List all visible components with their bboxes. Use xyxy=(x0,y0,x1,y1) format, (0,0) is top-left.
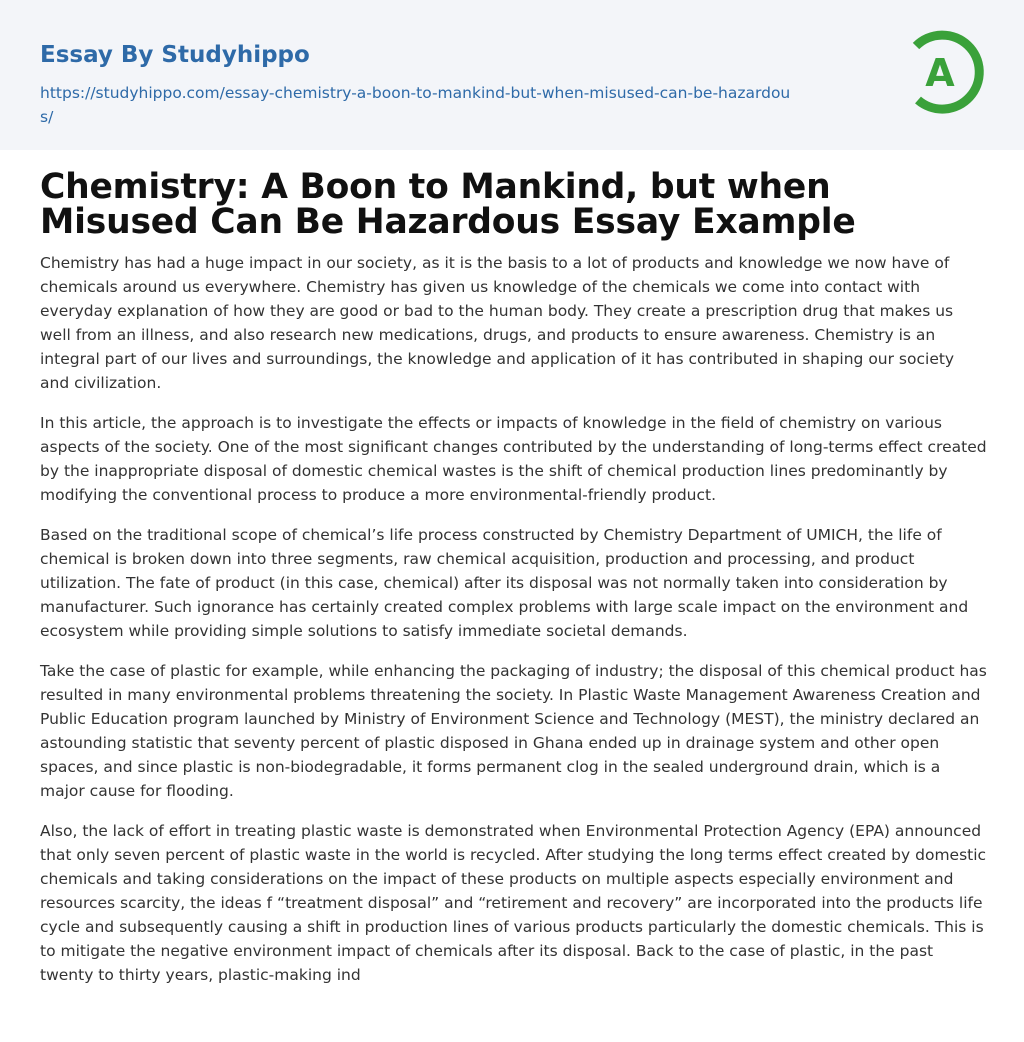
article-paragraph: In this article, the approach is to investigate the effects or impacts of knowledge in the field of chemistry on various aspects of the society. One of the most significant changes contributed by the understanding of long-terms effect created by the inappropriate disposal of domestic chemical wastes is the shift of chemical production lines predominantly by modifying the conventional process to produce a more environmental-friendly product. xyxy=(40,414,987,504)
article-body xyxy=(40,167,988,987)
article-paragraph: Take the case of plastic for example, while enhancing the packaging of industry; the disposal of this chemical product has resulted in many environmental problems threatening the society. In Plastic Waste Management Awareness Creation and Public Education program launched by Ministry of Environment Science and Technology (MEST), the ministry declared an astounding statistic that seventy percent of plastic disposed in Ghana ended up in drainage system and other open spaces, and since plastic is non-biodegradable, it forms permanent clog in the sealed underground drain, which is a major cause for flooding. xyxy=(40,662,987,800)
article-paragraph: Based on the traditional scope of chemical’s life process constructed by Chemistry Department of UMICH, the life of chemical is broken down into three segments, raw chemical acquisition, production and processing, and product utilization. The fate of product (in this case, chemical) after its disposal was not normally taken into consideration by manufacturer. Such ignorance has certainly created complex problems with large scale impact on the environment and ecosystem while providing simple solutions to satisfy immediate societal demands. xyxy=(40,526,969,640)
page-header xyxy=(0,0,1024,150)
studyhippo-logo-icon[interactable] xyxy=(896,26,988,118)
article-paragraph: Chemistry has had a huge impact in our society, as it is the basis to a lot of products and knowledge we now have of chemicals around us everywhere. Chemistry has given us knowledge of the chemicals we come into contact with everyday explanation of how they are good or bad to the human body. They create a prescription drug that makes us well from an illness, and also research new medications, drugs, and products to ensure awareness. Chemistry is an integral part of our lives and surroundings, the knowledge and application of it has contributed in shaping our society and civilization. xyxy=(40,254,955,392)
page-title: Chemistry: A Boon to Mankind, but when Misused Can Be Hazardous Essay Example xyxy=(40,167,856,242)
brand-title: Essay By Studyhippo xyxy=(40,42,310,68)
logo-letter: A xyxy=(925,51,955,95)
source-url-link[interactable]: https://studyhippo.com/essay-chemistry-a-boon-to-mankind-but-when-misused-can-be-hazardous/ xyxy=(40,84,791,126)
article-paragraph: Also, the lack of effort in treating plastic waste is demonstrated when Environmental Protection Agency (EPA) announced that only seven percent of plastic waste in the world is recycled. After studying the long terms effect created by domestic chemicals and taking considerations on the impact of these products on multiple aspects especially environment and resources scarcity, the ideas f “treatment disposal” and “retirement and recovery” are incorporated into the products life cycle and subsequently causing a shift in production lines of various products particularly the domestic chemicals. This is to mitigate the negative environment impact of chemicals after its disposal. Back to the case of plastic, in the past twenty to thirty years, plastic-making ind xyxy=(40,822,987,984)
